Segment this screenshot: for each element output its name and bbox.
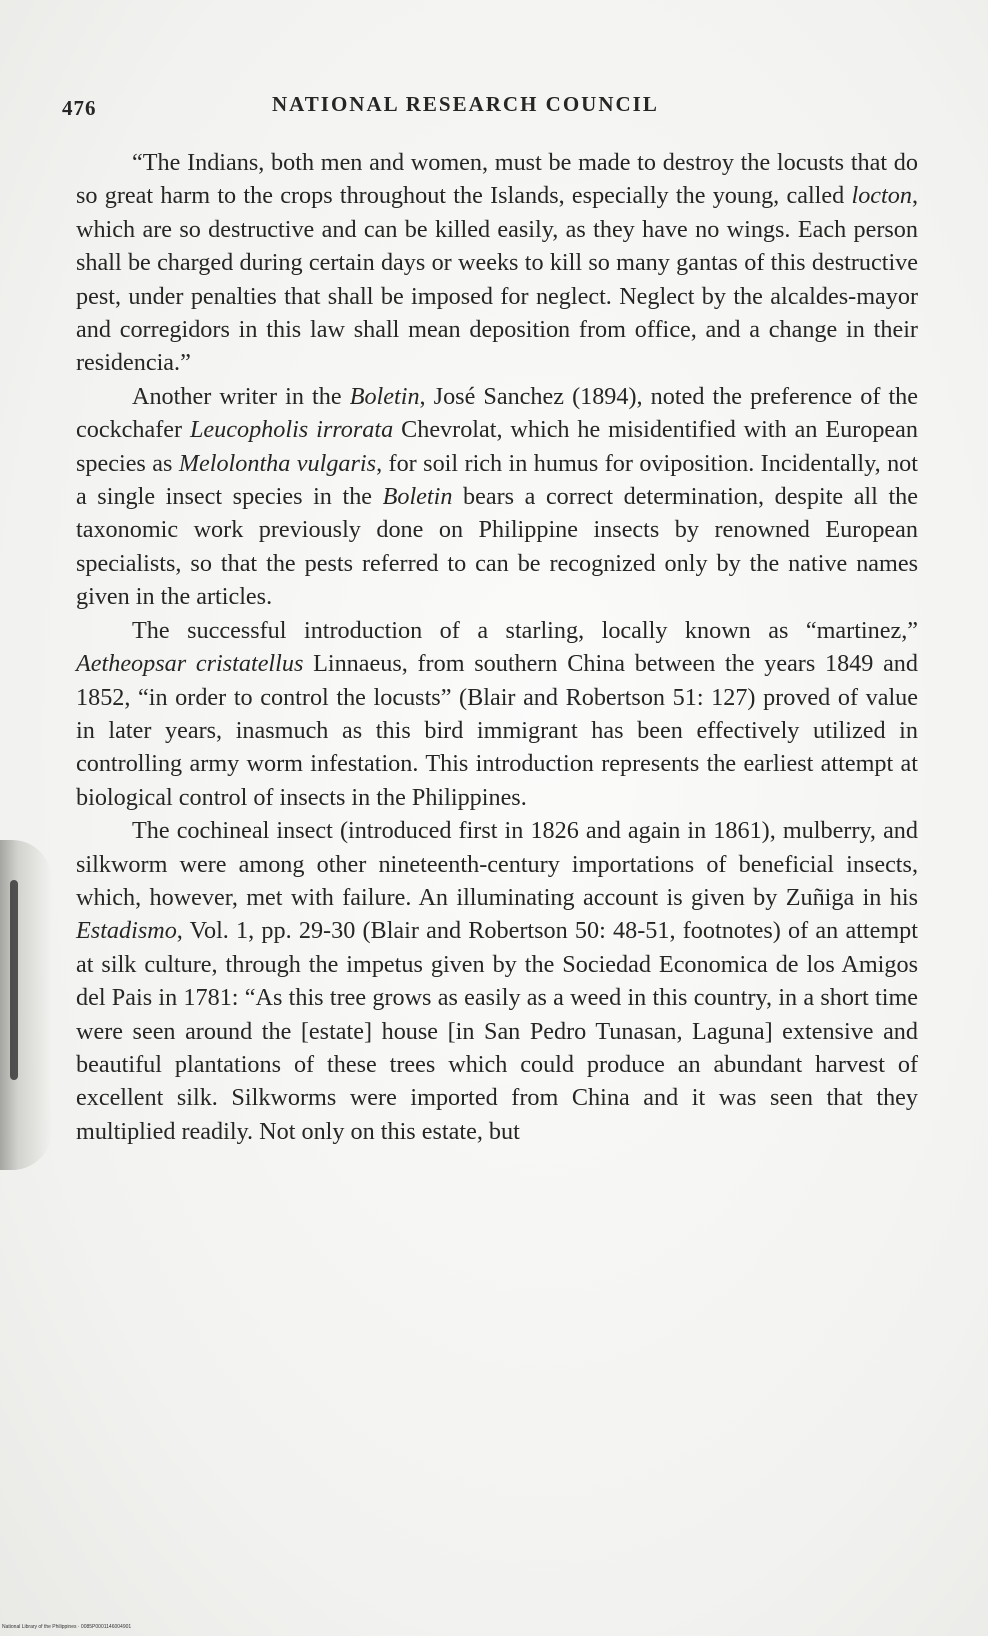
paragraph <box>76 380 918 614</box>
paragraph <box>76 146 918 380</box>
paragraph <box>76 614 918 814</box>
italic-text-run: Melolontha vulgaris <box>178 449 377 477</box>
text-run: Chevrolat, which he misidentified with an European species as <box>76 416 918 477</box>
italic-text-run: Boletin <box>382 483 453 511</box>
binding-edge <box>10 880 18 1080</box>
text-run: , for soil rich in humus for oviposition. Incidentally, not a single insect species in the <box>76 449 918 511</box>
paragraph <box>76 814 918 1148</box>
page-header <box>62 92 922 126</box>
text-run: The cochineal insect (introduced first in 1826 and again in 1861), mulberry, and silkworm were among other nineteenth-century importations of beneficial insects, which, however, met with failure. An illuminating account is given by Zuñiga in his <box>76 817 918 911</box>
text-run: “The Indians, both men and women, must be made to destroy the locusts that do so great harm to the crops throughout the Islands, especially the young, called <box>76 149 918 210</box>
text-run: Another writer in the <box>132 382 350 410</box>
italic-text-run: locton <box>851 182 912 210</box>
text-run: , José Sanchez (1894), noted the preference of the cockchafer <box>76 382 918 444</box>
body-text <box>76 146 918 1148</box>
text-run: bears a correct determination, despite all the taxonomic work previously done on Philippine insects by renowned European specialists, so that the pests referred to can be recognized only by the native names given in the articles. <box>76 483 918 611</box>
text-run: , which are so destructive and can be killed easily, as they have no wings. Each person shall be charged during certain days or weeks to kill so many gantas of this destructive pest, under penalties that shall be imposed for neglect. Neglect by the alcaldes-mayor and corregidors in this law shall mean deposition from office, and a change in their residencia.” <box>76 182 918 377</box>
text-run: Linnaeus, from southern China between the years 1849 and 1852, “in order to control the locusts” (Blair and Robertson 51: 127) proved of value in later years, inasmuch as this bird immigrant has been effectively utilized in controlling army worm infestation. This introduction represents the earliest attempt at biological control of insects in the Philippines. <box>76 650 918 811</box>
text-run: , Vol. 1, pp. 29-30 (Blair and Robertson 50: 48-51, footnotes) of an attempt at silk culture, through the impetus given by the Sociedad Economica de los Amigos del Pais in 1781: “As this tree grows as easily as a weed in this country, in a short time were seen around the [estate] house [in San Pedro Tunasan, Laguna] extensive and beautiful plantations of these trees which could produce an abundant harvest of excellent silk. Silkworms were imported from China and it was seen that they multiplied readily. Not only on this estate, but <box>76 917 918 1145</box>
running-head: NATIONAL RESEARCH COUNCIL <box>272 92 659 116</box>
binding-shadow <box>0 840 52 1170</box>
scan-credit: National Library of the Philippines · 0085P0001146004901 <box>2 1624 132 1630</box>
italic-text-run: Aetheopsar cristatellus <box>76 650 304 678</box>
italic-text-run: Estadismo <box>76 917 177 945</box>
italic-text-run: Leucopholis irrorata <box>189 416 394 444</box>
text-run: The successful introduction of a starling, locally known as “martinez,” <box>132 616 918 644</box>
italic-text-run: Boletin <box>349 382 420 410</box>
page-number: 476 <box>62 96 97 120</box>
